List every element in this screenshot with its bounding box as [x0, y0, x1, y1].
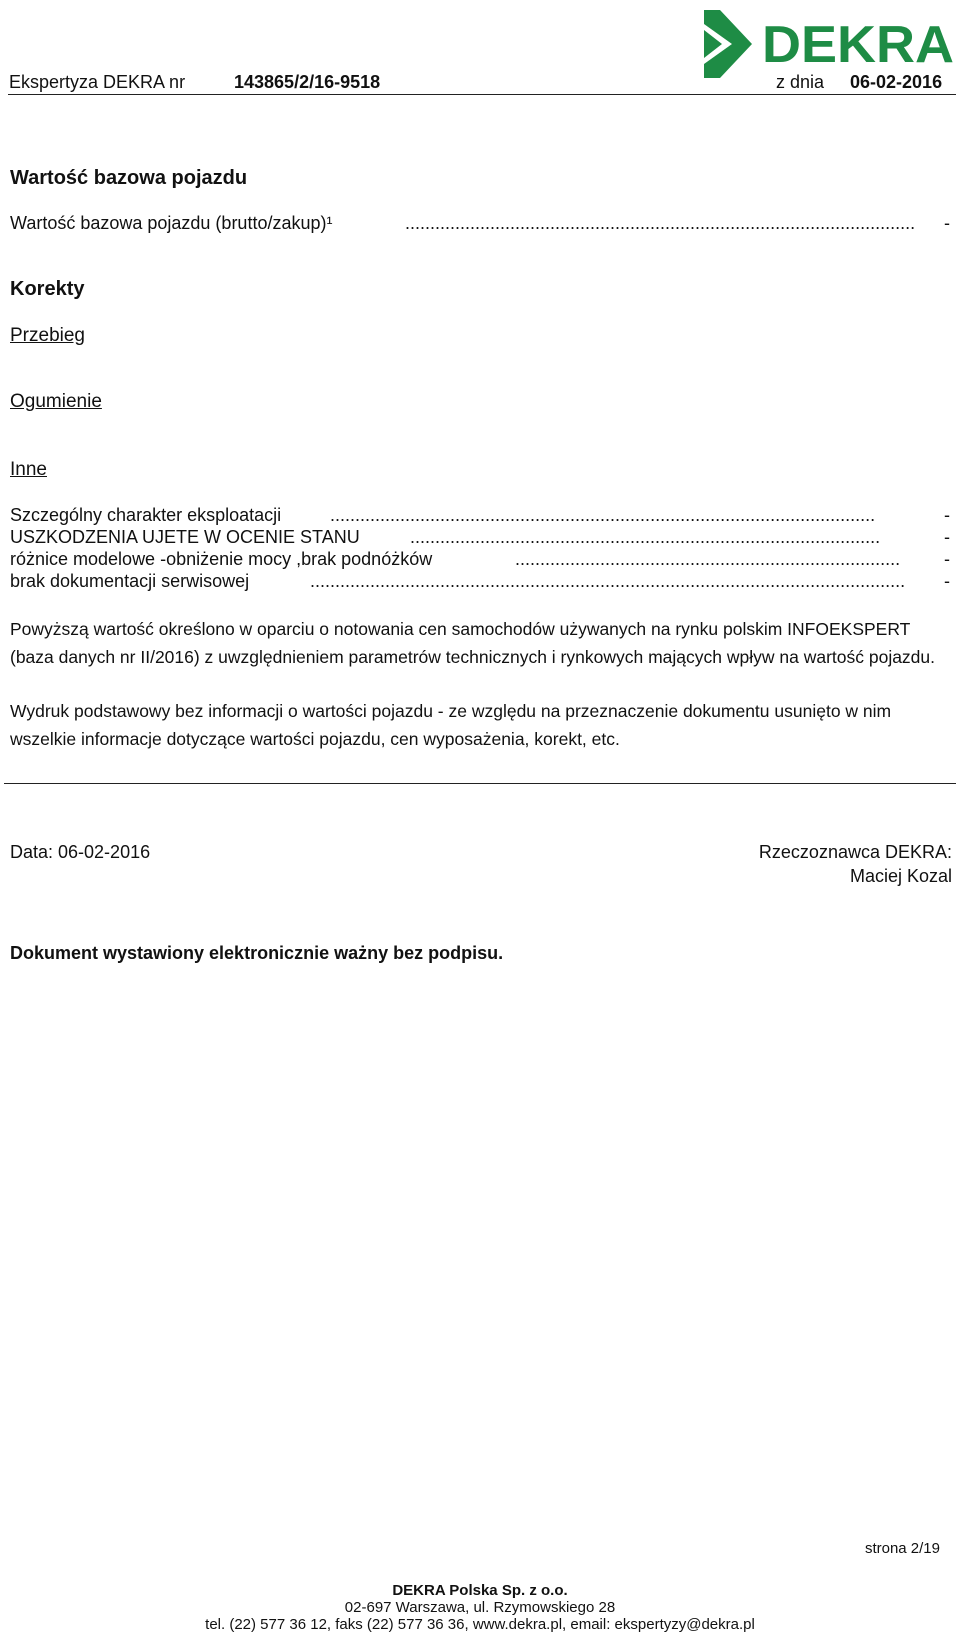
correction-value: -	[944, 505, 950, 525]
correction-row	[10, 527, 950, 549]
correction-label: USZKODZENIA UJETE W OCENIE STANU	[10, 527, 360, 547]
correction-dots: .............................................................................	[515, 549, 901, 569]
dekra-logo-mark-icon	[704, 10, 752, 78]
other-subheading: Inne	[10, 459, 47, 480]
date-value: 06-02-2016	[850, 72, 943, 92]
correction-row	[10, 505, 950, 527]
date-label: z dnia	[776, 72, 825, 92]
correction-dots: .............................................................................................................	[330, 505, 876, 525]
correction-value: -	[944, 527, 950, 547]
mileage-subheading: Przebieg	[10, 325, 85, 346]
section-divider	[4, 783, 956, 784]
correction-value: -	[944, 549, 950, 569]
footer-company: DEKRA Polska Sp. z o.o.	[392, 1582, 568, 1599]
base-value-label: Wartość bazowa pojazdu (brutto/zakup)¹	[10, 213, 333, 233]
expert-name: Maciej Kozal	[849, 866, 952, 886]
correction-label: różnice modelowe -obniżenie mocy ,brak podnóżków	[10, 549, 433, 569]
corrections-heading: Korekty	[10, 278, 85, 300]
base-value-dots: ......................................................................................................	[405, 213, 916, 233]
correction-label: brak dokumentacji serwisowej	[10, 571, 250, 591]
electronic-document-note: Dokument wystawiony elektronicznie ważny bez podpisu.	[10, 943, 504, 963]
footer-contact: tel. (22) 577 36 12, faks (22) 577 36 36, www.dekra.pl, email: ekspertyzy@dekra.pl	[205, 1616, 755, 1633]
dekra-logo	[700, 4, 958, 78]
logo-text: DEKRA	[762, 16, 954, 74]
correction-value: -	[944, 571, 950, 591]
correction-dots: ..............................................................................................	[410, 527, 881, 547]
correction-dots: .......................................................................................................................	[310, 571, 906, 591]
doc-number: 143865/2/16-9518	[234, 72, 381, 92]
header-divider	[8, 94, 956, 95]
tires-subheading: Ogumienie	[10, 391, 102, 412]
correction-label: Szczególny charakter eksploatacji	[10, 505, 282, 525]
doc-label: Ekspertyza DEKRA nr	[9, 72, 186, 92]
correction-row	[10, 549, 950, 571]
page-number: strona 2/19	[864, 1540, 940, 1557]
expert-label: Rzeczoznawca DEKRA:	[758, 842, 952, 862]
footer-address: 02-697 Warszawa, ul. Rzymowskiego 28	[344, 1599, 616, 1616]
base-value-row	[10, 213, 950, 235]
valuation-basis-note: Powyższą wartość określono w oparciu o notowania cen samochodów używanych na rynku polskim INFOEKSPERT (baza danych nr II/2016) z uwzględnieniem parametrów technicznych i rynkowych mających wpływ na wartość pojazdu.	[10, 619, 936, 667]
base-value-value: -	[944, 213, 950, 233]
printout-note: Wydruk podstawowy bez informacji o wartości pojazdu - ze względu na przeznaczenie dokumentu usunięto w nim wszelkie informacje dotyczące wartości pojazdu, cen wyposażenia, korekt, etc.	[10, 701, 892, 749]
signature-date: Data: 06-02-2016	[10, 842, 151, 862]
correction-row	[10, 571, 950, 593]
base-value-heading: Wartość bazowa pojazdu	[10, 167, 248, 189]
